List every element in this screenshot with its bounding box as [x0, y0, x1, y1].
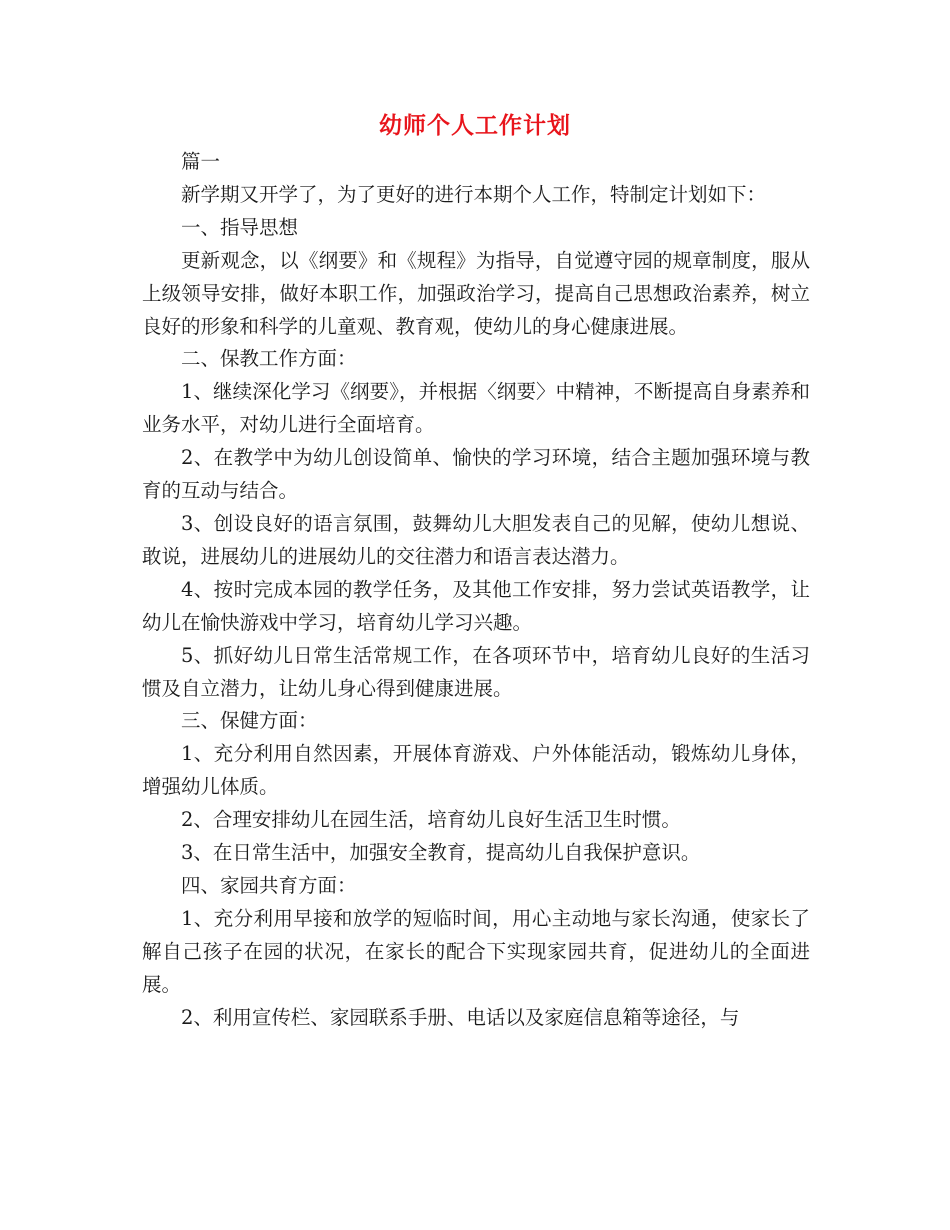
paragraph: 1、充分利用自然因素，开展体育游戏、户外体能活动，锻炼幼儿身体，增强幼儿体质。 [142, 742, 810, 799]
paragraph: 1、继续深化学习《纲要》，并根据〈纲要〉中精神，不断提高自身素养和业务水平，对幼儿进行全面培育。 [142, 380, 810, 437]
paragraph: 1、充分利用早接和放学的短临时间，用心主动地与家长沟通，使家长了解自己孩子在园的状况，在家长的配合下实现家园共育，促进幼儿的全面进展。 [142, 906, 810, 996]
paragraph: 二、保教工作方面： [181, 347, 357, 371]
paragraph: 2、合理安排幼儿在园生活，培育幼儿良好生活卫生时惯。 [181, 808, 681, 832]
document-body [142, 146, 810, 1034]
paragraph: 一、指导思想 [181, 215, 299, 239]
paragraph: 3、在日常生活中，加强安全教育，提高幼儿自我保护意识。 [181, 841, 701, 865]
paragraph: 更新观念，以《纲要》和《规程》为指导，自觉遵守园的规章制度，服从上级领导安排，做好本职工作，加强政治学习，提高自己思想政治素养，树立良好的形象和科学的儿童观、教育观，使幼儿的身心健康进展。 [142, 248, 810, 338]
paragraph: 2、利用宣传栏、家园联系手册、电话以及家庭信息箱等途径，与 [181, 1005, 740, 1029]
paragraph: 新学期又开学了，为了更好的进行本期个人工作，特制定计划如下： [181, 182, 767, 206]
paragraph: 三、保健方面： [181, 709, 318, 733]
paragraph: 5、抓好幼儿日常生活常规工作，在各项环节中，培育幼儿良好的生活习惯及自立潜力，让幼儿身心得到健康进展。 [142, 643, 810, 700]
paragraph: 篇一 [181, 150, 221, 173]
paragraph: 四、家园共育方面： [181, 873, 357, 897]
paragraph: 3、创设良好的语言氛围，鼓舞幼儿大胆发表自己的见解，使幼儿想说、敢说，进展幼儿的进展幼儿的交往潜力和语言表达潜力。 [142, 511, 810, 568]
document-title: 幼师个人工作计划 [379, 112, 571, 139]
paragraph: 2、在教学中为幼儿创设简单、愉快的学习环境，结合主题加强环境与教育的互动与结合。 [142, 446, 810, 503]
paragraph: 4、按时完成本园的教学任务，及其他工作安排，努力尝试英语教学，让幼儿在愉快游戏中学习，培育幼儿学习兴趣。 [142, 577, 810, 634]
